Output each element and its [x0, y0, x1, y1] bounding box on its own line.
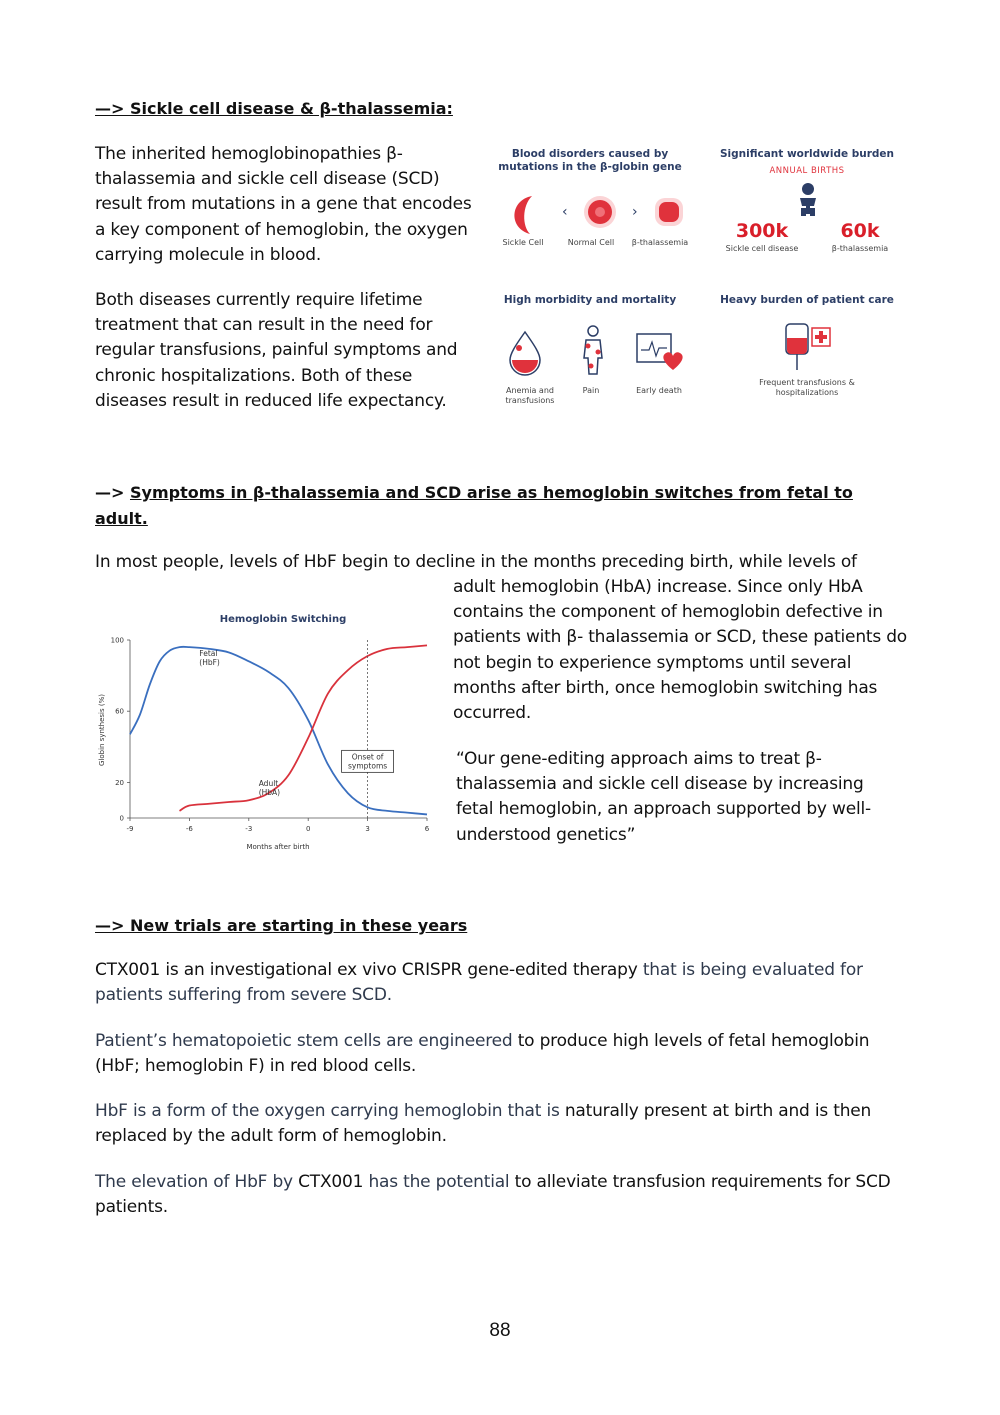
normal-cell-icon: [584, 196, 616, 228]
section-heading-symptoms: —> Symptoms in β-thalassemia and SCD arise as hemoglobin switches from fetal to adult.: [95, 483, 853, 528]
chevron-right-icon: ›: [632, 204, 638, 220]
adult-series-label: Adult: [258, 778, 279, 788]
baby-icon: [795, 182, 821, 218]
thal-births-value: 60k: [840, 220, 880, 242]
label-thalassemia: β-thalassemia: [631, 238, 689, 247]
label-sickle-cell: Sickle Cell: [502, 238, 544, 247]
hbf-decline-paragraph-line1: In most people, levels of HbF begin to decline in the months preceding birth, while levels of: [95, 552, 857, 572]
infographic-panel3-title: High morbidity and mortality: [503, 294, 677, 306]
label-anemia: Anemia and transfusions: [505, 386, 555, 405]
chart-title: Hemoglobin Switching: [219, 614, 347, 625]
y-tick-label: 0: [119, 814, 124, 823]
label-transfusions-hospitalizations: Frequent transfusions & hospitalizations: [759, 378, 855, 397]
x-tick-label: 0: [305, 825, 311, 833]
x-axis-label: Months after birth: [246, 843, 310, 851]
blood-drop-icon: [505, 328, 545, 376]
fetal-series-label: (HbF): [199, 658, 220, 668]
label-normal-cell: Normal Cell: [567, 238, 615, 247]
thal-births-label: β-thalassemia: [831, 244, 889, 253]
scd-births-label: Sickle cell disease: [725, 244, 799, 253]
hbf-decline-paragraph-rest: adult hemoglobin (HbA) increase. Since only HbA contains the component of hemoglobin defective in patients with β- thalassemia or SCD, these patients do not begin to experience symptoms until several months after birth, once hemoglobin switching has occurred.: [453, 577, 908, 724]
adult-hba-line: [180, 645, 428, 811]
stem-cells-paragraph: Patient’s hematopoietic stem cells are engineered to produce high levels of fetal hemoglobin (HbF; hemoglobin F) in red blood cells.: [95, 1031, 870, 1077]
y-tick-label: 100: [110, 636, 124, 645]
x-tick-label: 3: [365, 825, 370, 833]
hemoglobin-switching-chart: [95, 600, 440, 860]
thalassemia-cell-icon: [655, 198, 683, 226]
hbf-form-paragraph: HbF is a form of the oxygen carrying hemoglobin that is naturally present at birth and is then replaced by the adult form of hemoglobin.: [95, 1101, 872, 1147]
treatment-paragraph: Both diseases currently require lifetime treatment that can result in the need for regular transfusions, painful symptoms and chronic hospitalizations. Both of these diseases result in reduced life expectancy.: [95, 290, 458, 411]
section-heading-new-trials: —> New trials are starting in these years: [95, 916, 468, 935]
infographic-panel4-title: Heavy burden of patient care: [720, 294, 894, 306]
x-tick-label: 6: [424, 825, 430, 833]
intro-paragraph: The inherited hemoglobinopathies β-thalassemia and sickle cell disease (SCD) result from mutations in a gene that encodes a key component of hemoglobin, the oxygen carrying molecule in blood.: [95, 144, 472, 265]
scd-births-value: 300k: [735, 220, 789, 242]
pain-body-icon: [578, 324, 608, 376]
ctx001-paragraph: CTX001 is an investigational ex vivo CRISPR gene-edited therapy that is being evaluated for patients suffering from severe SCD.: [95, 960, 863, 1006]
cell-shapes-icon-group: [500, 190, 690, 240]
x-tick-label: -6: [185, 825, 193, 833]
infographic-panel2-title: Significant worldwide burden: [719, 148, 895, 160]
x-tick-label: -3: [245, 825, 253, 833]
chevron-left-icon: ‹: [562, 204, 568, 220]
x-tick-label: -9: [126, 825, 134, 833]
onset-label: symptoms: [348, 761, 388, 771]
hbf-elevation-paragraph: The elevation of HbF by CTX001 has the potential to alleviate transfusion requirements for SCD patients.: [95, 1172, 891, 1218]
y-tick-label: 20: [115, 778, 124, 787]
heart-monitor-icon: [635, 330, 685, 372]
y-tick-label: 60: [115, 707, 124, 716]
section-heading-sickle-cell: —> Sickle cell disease & β-thalassemia:: [95, 99, 453, 118]
disease-infographic: [490, 140, 910, 420]
label-pain: Pain: [582, 386, 600, 395]
label-early-death: Early death: [636, 386, 682, 395]
gene-editing-quote: “Our gene-editing approach aims to treat β-thalassemia and sickle cell disease by increasing fetal hemoglobin, an approach supported by well-understood genetics”: [456, 749, 871, 845]
page-number: 88: [489, 1320, 511, 1341]
transfusion-bag-icon: [782, 320, 832, 372]
sickle-cell-icon: [514, 196, 532, 234]
annual-births-label: ANNUAL BIRTHS: [769, 166, 845, 176]
onset-label: Onset of: [351, 752, 384, 762]
y-axis-label: Globin synthesis (%): [98, 694, 106, 766]
adult-series-label: (HbA): [258, 787, 281, 797]
infographic-panel1-title: Blood disorders caused by mutations in the β-globin gene: [498, 148, 682, 173]
fetal-series-label: Fetal: [199, 649, 218, 659]
